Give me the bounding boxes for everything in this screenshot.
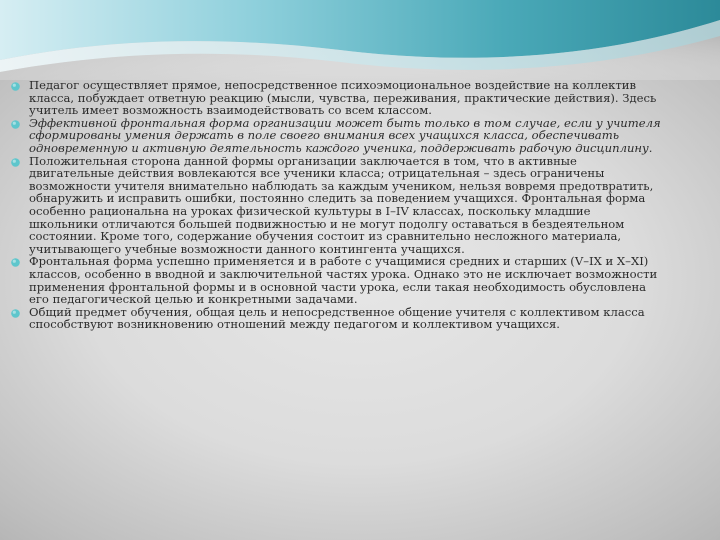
list-item bbox=[10, 79, 662, 117]
decorative-top-band bbox=[0, 0, 720, 80]
circle-bullet-icon bbox=[10, 81, 21, 92]
list-item bbox=[10, 255, 662, 305]
circle-bullet-icon bbox=[10, 119, 21, 130]
list-item bbox=[10, 117, 662, 155]
list-item bbox=[10, 155, 662, 256]
list-item-text: Педагог осуществляет прямое, непосредственное психоэмоциональное воздействие на коллектив класса, побуждает ответную реакцию (мысли, чувства, переживания, практические действия). Здесь учитель имеет возможность взаимодействовать со всем классом. bbox=[29, 78, 657, 118]
list-item bbox=[10, 306, 662, 331]
list-item-text: Положительная сторона данной формы организации заключается в том, что в активные двигательные действия вовлекаются все ученики класса; отрицательная – здесь ограничены возможности учителя внимательно наблюдать за каждым учеником, нельзя вовремя предотвратить, обнаружить и исправить ошибки, постоянно следить за поведением учащихся. Фронтальная форма особенно рациональна на уроках физической культуры в I–IV классах, поскольку младшие школьники отличаются большей подвижностью и не могут подолгу оставаться в бездеятельном состоянии. Кроме того, содержание обучения состоит из сравнительно несложного материала, учитывающего учебные возможности данного контингента учащихся. bbox=[29, 153, 654, 256]
circle-bullet-icon bbox=[10, 308, 21, 319]
circle-bullet-icon bbox=[10, 257, 21, 268]
bullet-list-container bbox=[10, 79, 662, 331]
bullet-list bbox=[10, 79, 662, 331]
list-item-text: Эффективной фронтальная форма организации может быть только в том случае, если у учителя сформированы умения держать в поле своего внимания всех учащихся класса, обеспечивать одновременную и активную деятельность каждого ученика, поддерживать рабочую дисциплину. bbox=[29, 115, 661, 155]
circle-bullet-icon bbox=[10, 157, 21, 168]
list-item-text: Фронтальная форма успешно применяется и в работе с учащимися средних и старших (V–IX и X–XI) классов, особенно в вводной и заключительной частях урока. Однако это не исключает возможности применения фронтальной формы и в основной части урока, если такая необходимость обусловлена его педагогической целью и конкретными задачами. bbox=[29, 254, 658, 307]
list-item-text: Общий предмет обучения, общая цель и непосредственное общение учителя с коллективом класса способствуют возникновению отношений между педагогом и коллективом учащихся. bbox=[29, 304, 645, 332]
